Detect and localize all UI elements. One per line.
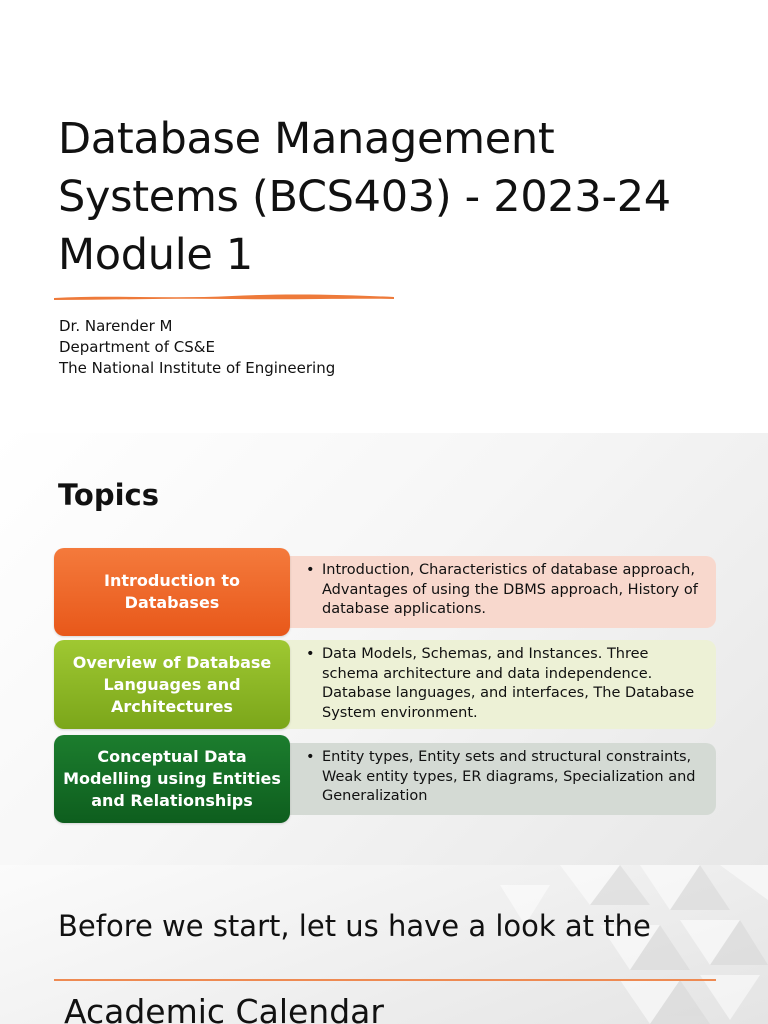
- topic-row-conceptual-modelling: [54, 735, 716, 823]
- topic-label: [54, 640, 290, 729]
- topics-heading: Topics: [58, 478, 160, 512]
- bullet-icon: •: [306, 646, 315, 662]
- calendar-lead-text: Before we start, let us have a look at the: [58, 909, 651, 943]
- topic-description-text: Data Models, Schemas, and Instances. Three schema architecture and data independence. Database languages, and interfaces, The Database System environment.: [322, 646, 695, 721]
- topic-description: [276, 640, 716, 729]
- divider-rule: [54, 979, 716, 981]
- topic-description-text: Entity types, Entity sets and structural constraints, Weak entity types, ER diagrams, Specialization and Generalization: [322, 749, 696, 804]
- bullet-icon: •: [306, 562, 315, 578]
- slide-title: [58, 110, 748, 284]
- topic-label: [54, 735, 290, 823]
- topic-label-text: Conceptual Data Modelling using Entities and Relationships: [63, 747, 281, 810]
- calendar-slide: [0, 865, 768, 1024]
- title-line-1: Database Management: [58, 114, 555, 164]
- topic-label-text: Overview of Database Languages and Architectures: [72, 652, 272, 716]
- topic-row-overview: [54, 640, 716, 729]
- topics-slide: [0, 433, 768, 865]
- title-line-2: Systems (BCS403) - 2023-24: [58, 172, 671, 222]
- topic-description-text: Introduction, Characteristics of database approach, Advantages of using the DBMS approach, History of database applications.: [322, 562, 698, 617]
- title-slide: [0, 0, 768, 433]
- topic-label: [54, 548, 290, 636]
- author-info: [59, 316, 335, 379]
- academic-calendar-heading: Academic Calendar: [64, 992, 384, 1024]
- topic-row-introduction: [54, 548, 716, 636]
- brush-underline-decoration: [52, 292, 396, 302]
- topic-description: [276, 743, 716, 815]
- author-institute: The National Institute of Engineering: [59, 359, 336, 377]
- author-department: Department of CS&E: [59, 338, 215, 356]
- topic-description: [276, 556, 716, 628]
- bullet-icon: •: [306, 749, 315, 765]
- author-name: Dr. Narender M: [59, 317, 173, 335]
- topic-label-text: Introduction to Databases: [104, 571, 240, 612]
- title-line-3: Module 1: [58, 230, 253, 280]
